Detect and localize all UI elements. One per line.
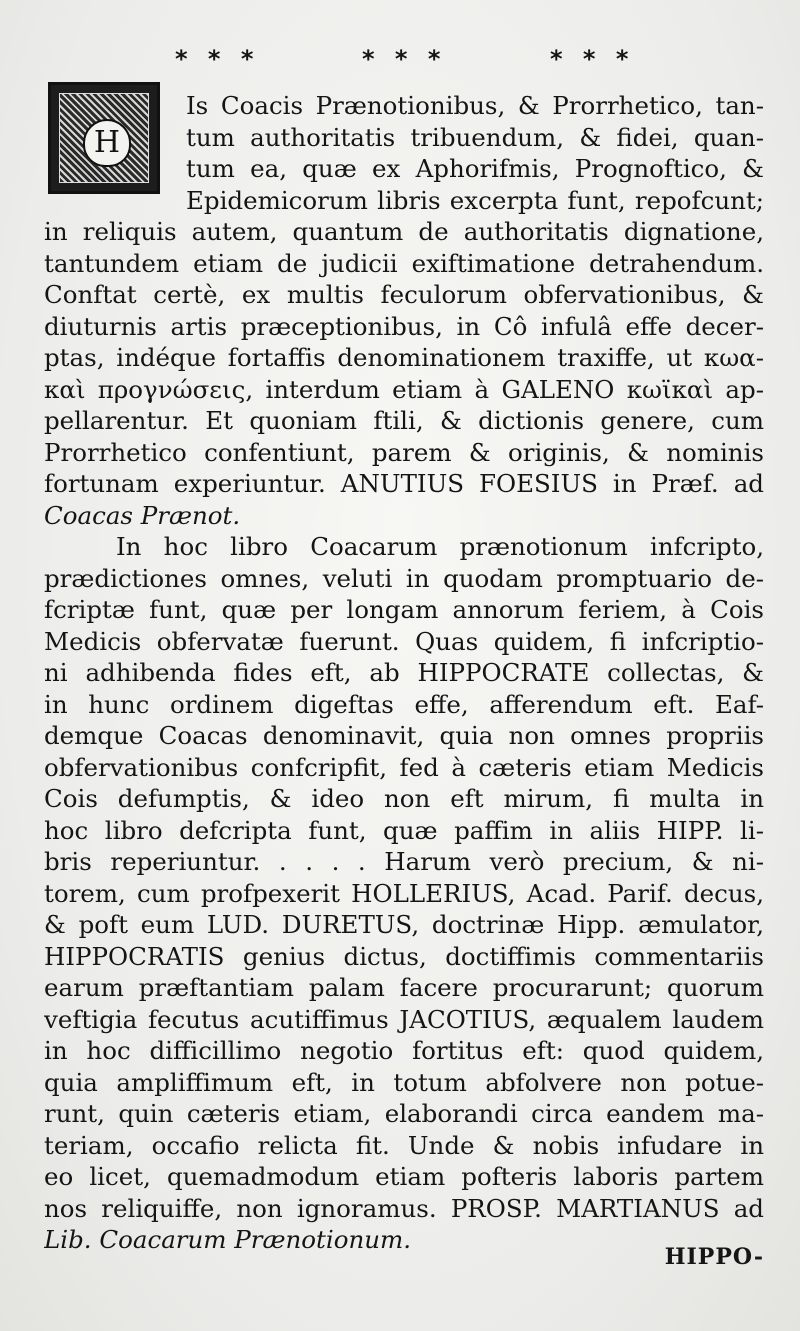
text-line: runt, quin cæteris etiam, elaborandi circa eandem ma- bbox=[44, 1099, 764, 1128]
text-line: demque Coacas denominavit, quia non omnes propriis bbox=[44, 721, 764, 750]
body-text bbox=[44, 90, 764, 1256]
text-line: Cois defumptis, & ideo non eft mirum, fi multa in bbox=[44, 784, 764, 813]
text-line: bris reperiuntur. . . . . Harum verò precium, & ni- bbox=[44, 847, 764, 876]
text-line: tantundem etiam de judicii exiftimatione detrahendum. bbox=[44, 248, 764, 278]
ornament-stars bbox=[0, 45, 800, 85]
star-group-2: * * * bbox=[362, 45, 447, 73]
text-line: tum authoritatis tribuendum, & fidei, quan- bbox=[186, 122, 764, 152]
text-line: ptas, indéque fortaffis denominationem traxiffe, ut κωα- bbox=[44, 343, 764, 372]
text-line: in hoc difficillimo negotio fortitus eft: quod quidem, bbox=[44, 1036, 764, 1065]
text-line: in hunc ordinem digeftas effe, afferendum eft. Eaf- bbox=[44, 689, 764, 719]
text-line: veftigia fecutus acutiffimus JACOTIUS, æqualem laudem bbox=[44, 1004, 764, 1034]
text-line: Prorrhetico confentiunt, parem & originis, & nominis bbox=[44, 437, 764, 467]
text-line: fortunam experiuntur. ANUTIUS FOESIUS in Præf. ad bbox=[44, 469, 764, 498]
star-group-3: * * * bbox=[550, 45, 635, 73]
initial-letter: H bbox=[83, 119, 131, 167]
text-line: torem, cum profpexerit HOLLERIUS, Acad. Parif. decus, bbox=[44, 878, 764, 908]
text-line: hoc libro defcripta funt, quæ paffim in aliis HIPP. li- bbox=[44, 815, 764, 845]
star-group-1: * * * bbox=[175, 45, 260, 73]
text-line: In hoc libro Coacarum prænotionum infcripto, bbox=[116, 532, 764, 561]
citation-line: Coacas Prænot. bbox=[44, 500, 241, 530]
citation-line: Lib. Coacarum Prænotionum. bbox=[44, 1225, 412, 1254]
text-line: quia ampliffimum eft, in totum abfolvere non potue- bbox=[44, 1067, 764, 1097]
text-line: ni adhibenda fides eft, ab HIPPOCRATE collectas, & bbox=[44, 658, 764, 687]
text-line: eo licet, quemadmodum etiam pofteris laboris partem bbox=[44, 1162, 764, 1191]
text-line: HIPPOCRATIS genius dictus, doctiffimis commentariis bbox=[44, 941, 764, 971]
text-line: obfervationibus confcripfit, fed à cæteris etiam Medicis bbox=[44, 752, 764, 782]
text-line: Is Coacis Prænotionibus, & Prorrhetico, tan- bbox=[186, 91, 764, 120]
text-line: prædictiones omnes, veluti in quodam promptuario de- bbox=[44, 563, 764, 593]
text-line: earum præftantiam palam facere procurarunt; quorum bbox=[44, 973, 764, 1002]
text-line: καὶ προγνώσεις, interdum etiam à GALENO κωϊκαὶ ap- bbox=[44, 374, 764, 404]
text-line: Medicis obfervatæ fuerunt. Quas quidem, fi infcriptio- bbox=[44, 626, 764, 656]
text-line: tum ea, quæ ex Aphorifmis, Prognoftico, & bbox=[186, 154, 764, 183]
catchword: HIPPO- bbox=[664, 1244, 764, 1270]
text-line: in reliquis autem, quantum de authoritatis dignatione, bbox=[44, 217, 764, 246]
text-line: Epidemicorum libris excerpta funt, repofcunt; bbox=[186, 185, 764, 215]
text-line: Conftat certè, ex multis feculorum obfervationibus, & bbox=[44, 280, 764, 309]
text-line: teriam, occafio relicta fit. Unde & nobis infudare in bbox=[44, 1130, 764, 1160]
text-line: nos reliquiffe, non ignoramus. PROSP. MARTIANUS ad bbox=[44, 1193, 764, 1223]
text-line: fcriptæ funt, quæ per longam annorum feriem, à Cois bbox=[44, 595, 764, 624]
text-line: diuturnis artis præceptionibus, in Cô infulâ effe decer- bbox=[44, 311, 764, 341]
text-line: pellarentur. Et quoniam ftili, & dictionis genere, cum bbox=[44, 406, 764, 435]
text-line: & poft eum LUD. DURETUS, doctrinæ Hipp. æmulator, bbox=[44, 910, 764, 939]
